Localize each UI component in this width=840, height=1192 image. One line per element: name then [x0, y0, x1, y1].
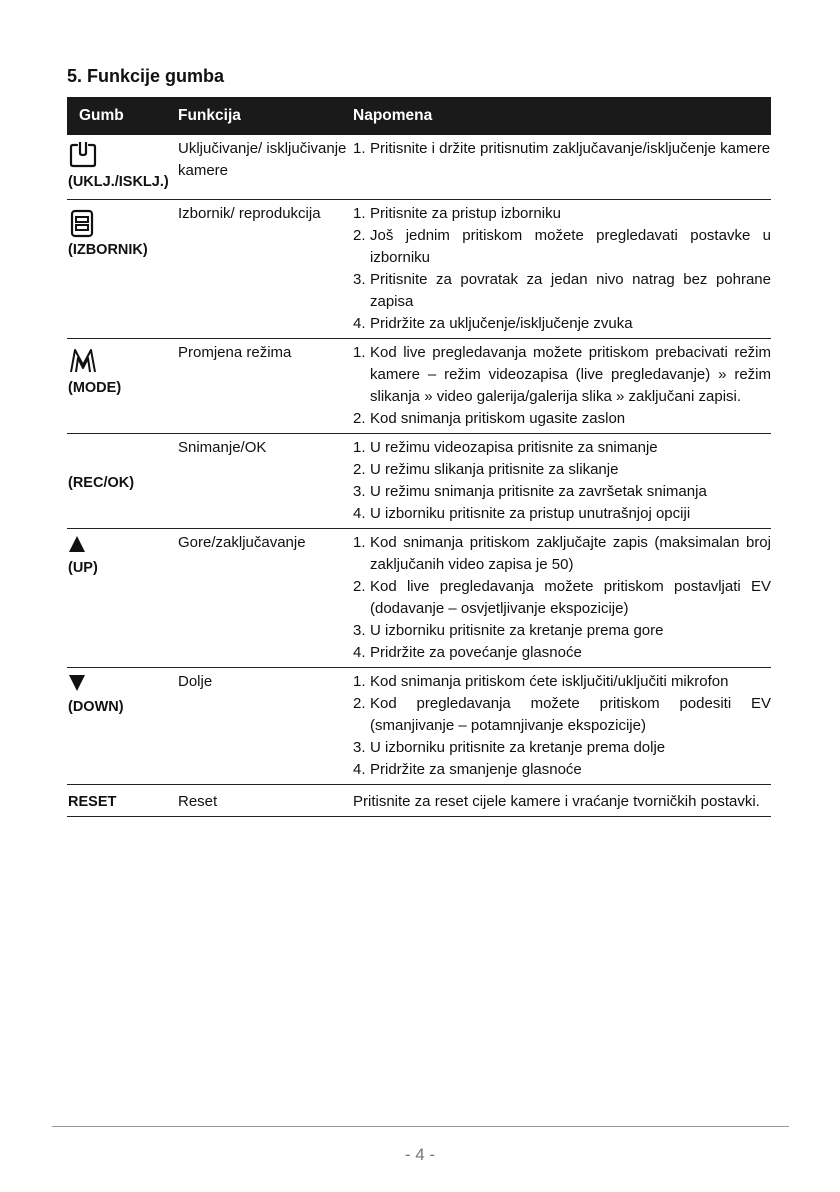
note-item: 4. Pridržite za povećanje glasnoće [353, 643, 582, 661]
table-row [67, 338, 771, 433]
note-item: 4. Pridržite za smanjenje glasnoće [353, 760, 582, 778]
function-cell: Dolje [178, 667, 353, 784]
note-item: 3. Pritisnite za povratak za jedan nivo natrag bez pohrane zapisa [353, 270, 771, 310]
section-title: 5. Funkcije gumba [67, 66, 225, 86]
function-cell: Reset [178, 784, 353, 816]
button-cell [67, 135, 178, 199]
power-button-icon [68, 141, 178, 169]
function-cell: Snimanje/OK [178, 433, 353, 528]
header-function: Funkcija [178, 97, 353, 135]
button-label: RESET [68, 793, 117, 810]
function-cell: Izbornik/ reprodukcija [178, 199, 353, 338]
note-text: Pritisnite za reset cijele kamere i vraćanje tvorničkih postavki. [353, 792, 760, 810]
note-item: 2. U režimu slikanja pritisnite za slikanje [353, 460, 619, 478]
button-label: (UP) [68, 559, 98, 576]
table-row [67, 433, 771, 528]
note-item: 2. Kod snimanja pritiskom ugasite zaslon [353, 409, 626, 427]
triangle-down-icon [68, 674, 178, 694]
note-item: 1. Pritisnite za pristup izborniku [353, 204, 561, 222]
note-cell [353, 338, 771, 433]
note-item: 4. Pridržite za uključenje/isključenje zvuka [353, 314, 633, 332]
note-item: 1. Kod snimanja pritiskom zaključajte zapis (maksimalan broj zaključanih video zapisa je 50) [353, 533, 771, 573]
button-cell [67, 784, 178, 816]
note-item: 1. Kod snimanja pritiskom ćete isključiti/uključiti mikrofon [353, 672, 729, 690]
note-item: 3. U izborniku pritisnite za kretanje prema dolje [353, 738, 666, 756]
header-note: Napomena [353, 97, 771, 135]
blank-icon-space [68, 440, 178, 470]
header-button: Gumb [67, 97, 178, 135]
note-item: 1. Kod live pregledavanja možete pritiskom prebacivati režim kamere – režim videozapisa (live pregledavanje) » režim slikanja » video galerija/galerija slika » zaključani zapisi. [353, 343, 771, 405]
button-functions-table [67, 97, 771, 817]
note-item: 1. U režimu videozapisa pritisnite za snimanje [353, 438, 658, 456]
table-header-row [67, 97, 771, 135]
button-cell [67, 338, 178, 433]
note-item: 3. U izborniku pritisnite za kretanje prema gore [353, 621, 664, 639]
note-item: 2. Kod pregledavanja možete pritiskom podesiti EV (smanjivanje – potamnjivanje ekspozicije) [353, 694, 771, 734]
button-label: (REC/OK) [68, 474, 135, 491]
button-label: (IZBORNIK) [68, 241, 148, 258]
note-cell [353, 433, 771, 528]
function-cell: Promjena režima [178, 338, 353, 433]
function-cell: Uključivanje/ isključivanje kamere [178, 135, 353, 199]
page-number: - 4 - [404, 1145, 436, 1164]
note-cell [353, 135, 771, 199]
function-cell: Gore/zaključavanje [178, 528, 353, 667]
table-row [67, 199, 771, 338]
note-cell [353, 667, 771, 784]
button-label: (MODE) [68, 379, 122, 396]
note-item: 2. Još jednim pritiskom možete pregledavati postavke u izborniku [353, 226, 771, 266]
note-item: 4. U izborniku pritisnite za pristup unutrašnjoj opciji [353, 504, 691, 522]
footer-divider [52, 1126, 789, 1127]
note-item: 1. Pritisnite i držite pritisnutim zaključavanje/isključenje kamere [353, 140, 771, 157]
button-cell [67, 667, 178, 784]
note-item: 2. Kod live pregledavanja možete pritiskom postavljati EV (dodavanje – osvjetljivanje ekspozicije) [353, 577, 771, 617]
table-row [67, 528, 771, 667]
table-row [67, 667, 771, 784]
button-cell [67, 433, 178, 528]
button-cell [67, 528, 178, 667]
menu-button-icon [68, 209, 178, 237]
button-label: (UKLJ./ISKLJ.) [68, 174, 169, 190]
table-row [67, 784, 771, 816]
button-cell [67, 199, 178, 338]
note-item: 3. U režimu snimanja pritisnite za završetak snimanja [353, 482, 707, 500]
triangle-up-icon [68, 535, 178, 555]
mode-m-icon [68, 347, 178, 375]
note-cell [353, 784, 771, 816]
table-row [67, 135, 771, 199]
note-cell [353, 528, 771, 667]
button-label: (DOWN) [68, 698, 124, 715]
note-cell [353, 199, 771, 338]
